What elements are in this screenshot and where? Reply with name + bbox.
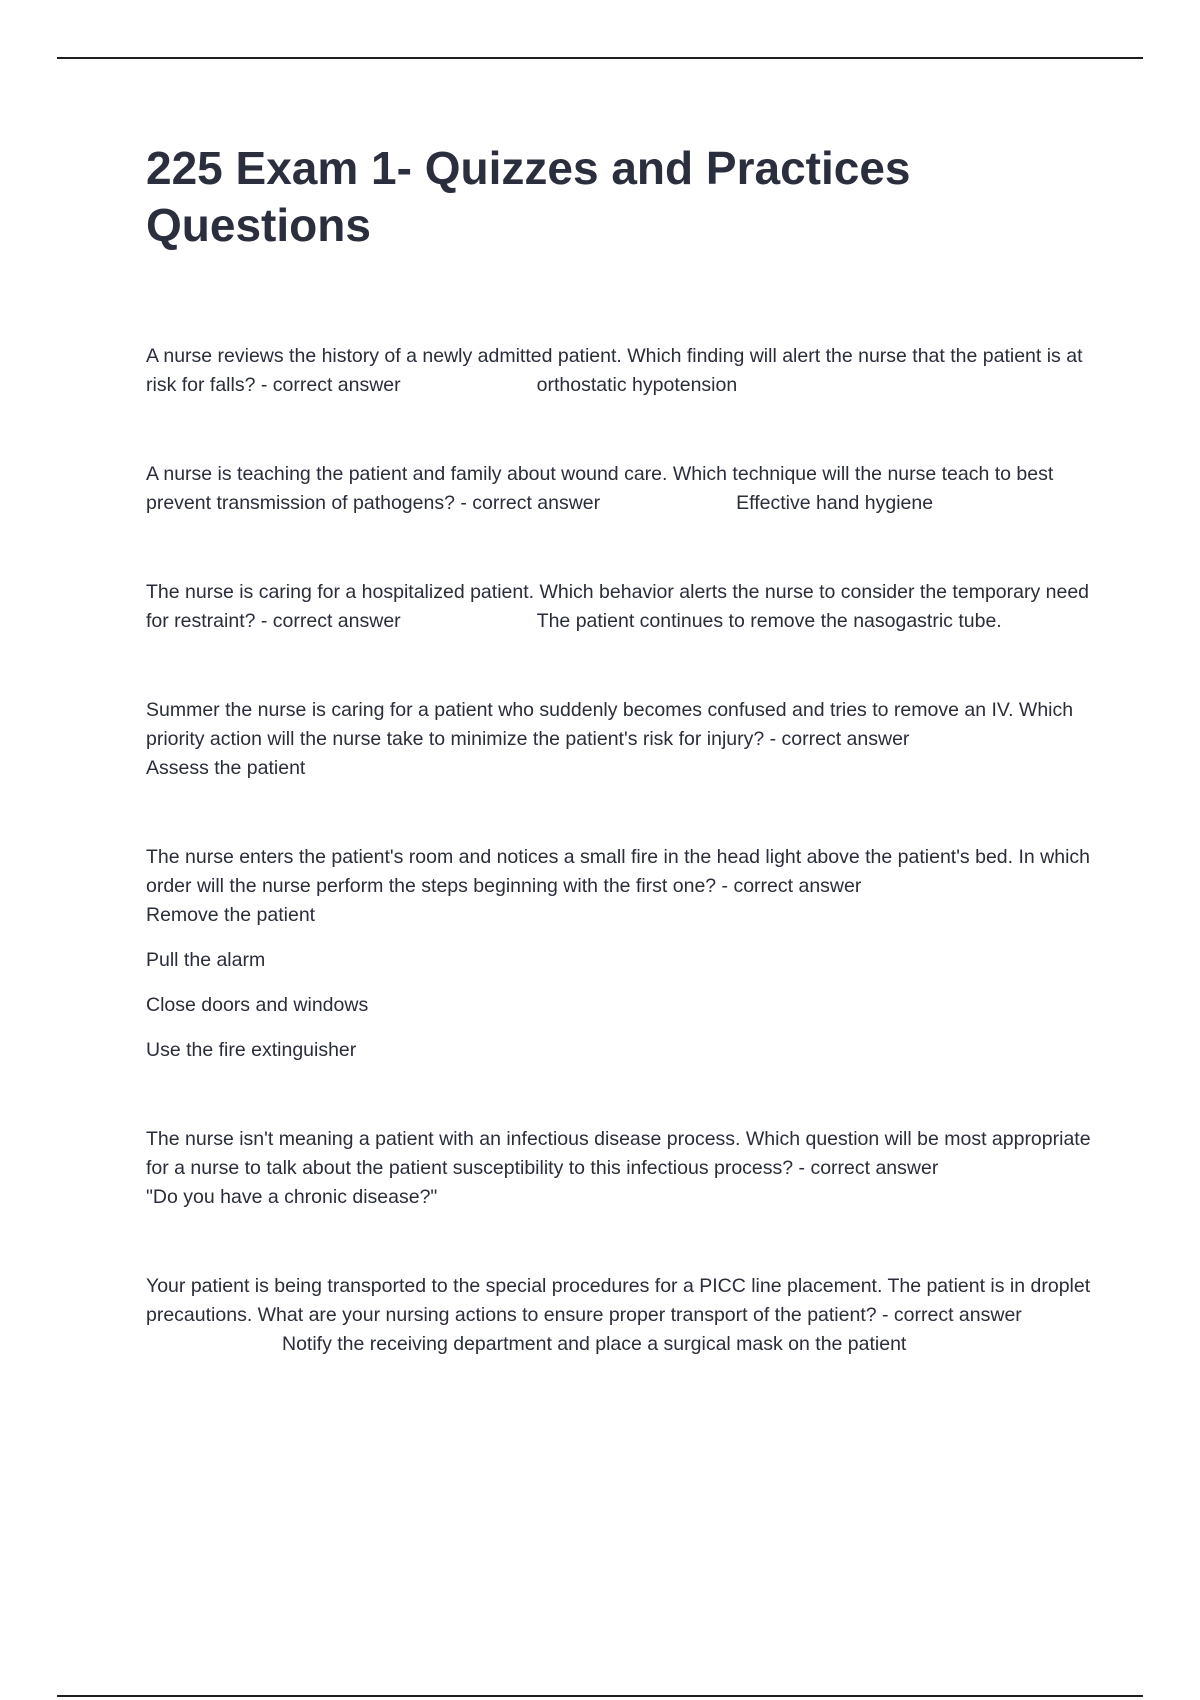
answer-text: Effective hand hygiene	[736, 492, 934, 514]
answer-text: Notify the receiving department and place a surgical mask on the patient	[282, 1333, 907, 1355]
footer-rule	[57, 1695, 1143, 1697]
qa-item	[146, 1125, 1096, 1212]
question-text: The nurse enters the patient's room and notices a small fire in the head light above the patient's bed. In which order will the nurse perform the steps beginning with the first one? - correct answer	[146, 846, 1091, 897]
answer-text: Assess the patient	[146, 757, 306, 779]
document-title: 225 Exam 1- Quizzes and Practices Questions	[146, 142, 911, 251]
qa-item	[146, 1272, 1096, 1359]
question-text: Summer the nurse is caring for a patient who suddenly becomes confused and tries to remove an IV. Which priority action will the nurse take to minimize the patient's risk for injury? - correct answer	[146, 699, 1074, 750]
document-body	[146, 140, 1096, 1419]
answer-text: Remove the patient	[146, 904, 316, 926]
qa-item	[146, 843, 1096, 1065]
header-rule	[57, 57, 1143, 59]
qa-item	[146, 460, 1096, 518]
answer-step: Close doors and windows	[146, 994, 369, 1016]
answer-step: Pull the alarm	[146, 949, 266, 971]
question-text: A nurse is teaching the patient and family about wound care. Which technique will the nurse teach to best prevent transmission of pathogens? - correct answer	[146, 463, 1054, 514]
question-text: The nurse isn't meaning a patient with an infectious disease process. Which question will be most appropriate for a nurse to talk about the patient susceptibility to this infectious process? - correct answer	[146, 1128, 1091, 1179]
qa-list	[146, 342, 1096, 1359]
question-text: A nurse reviews the history of a newly admitted patient. Which finding will alert the nurse that the patient is at risk for falls? - correct answer	[146, 345, 1083, 396]
qa-item	[146, 696, 1096, 783]
answer-text: The patient continues to remove the nasogastric tube.	[536, 610, 1002, 632]
qa-item	[146, 342, 1096, 400]
qa-item	[146, 578, 1096, 636]
answer-text: orthostatic hypotension	[536, 374, 738, 396]
question-text: The nurse is caring for a hospitalized patient. Which behavior alerts the nurse to consider the temporary need for restraint? - correct answer	[146, 581, 1090, 632]
answer-text: "Do you have a chronic disease?"	[146, 1186, 438, 1208]
answer-step: Use the fire extinguisher	[146, 1039, 357, 1061]
question-text: Your patient is being transported to the special procedures for a PICC line placement. The patient is in droplet precautions. What are your nursing actions to ensure proper transport of the patient? - correct answer	[146, 1275, 1091, 1326]
